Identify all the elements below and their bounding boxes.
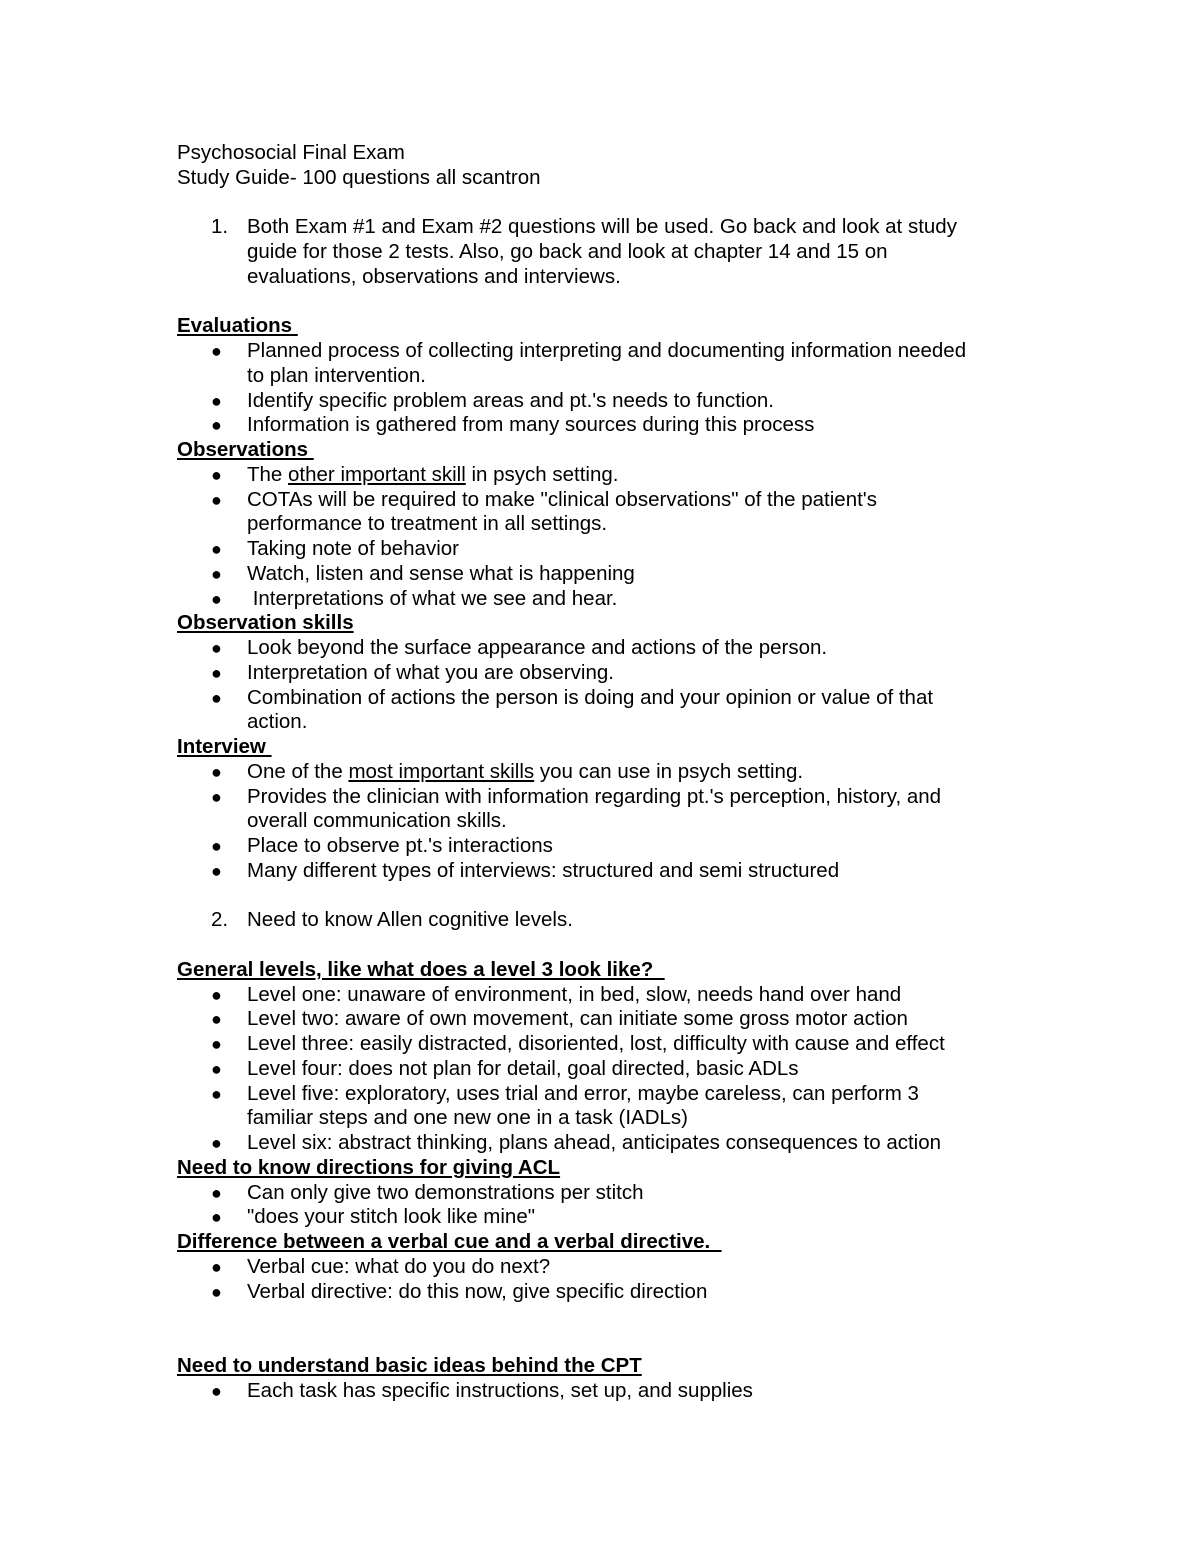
list-item [177, 1057, 1057, 1082]
bullet-icon: ● [211, 1133, 222, 1153]
list-item-text: Many different types of interviews: structured and semi structured [247, 858, 840, 882]
list-item [177, 1205, 1057, 1230]
item-number: 1. [211, 215, 229, 239]
list-item-text: performance to treatment in all settings. [247, 512, 608, 536]
spacer [177, 290, 1057, 315]
spacer [177, 1329, 1057, 1354]
list-item [177, 587, 1057, 612]
text-run: you can use in psych setting. [534, 759, 804, 783]
list-item [177, 1082, 1057, 1132]
section-heading-acl-directions: Need to know directions for giving ACL [177, 1155, 561, 1179]
bullet-icon: ● [211, 588, 222, 609]
bullet-icon: ● [211, 390, 222, 411]
list-item-text: Identify specific problem areas and pt.'s needs to function. [247, 388, 774, 412]
bullet-icon: ● [211, 761, 222, 782]
list-item-text: Verbal directive: do this now, give specific direction [247, 1279, 708, 1303]
list-item-text: familiar steps and one new one in a task (IADLs) [247, 1106, 688, 1130]
list-item-text [247, 463, 1057, 488]
bullet-icon: ● [211, 1058, 222, 1079]
list-item-text: Each task has specific instructions, set up, and supplies [247, 1378, 753, 1402]
section-heading-observation-skills: Observation skills [177, 611, 354, 635]
list-item [177, 859, 1057, 884]
item-1-line-2: guide for those 2 tests. Also, go back and look at chapter 14 and 15 on [247, 240, 888, 263]
document-subtitle: Study Guide- 100 questions all scantron [177, 165, 541, 189]
item-1-line-3: evaluations, observations and interviews. [247, 264, 621, 288]
bullet-icon: ● [211, 638, 222, 658]
list-item [177, 1181, 1057, 1206]
section-heading-interview: Interview [177, 735, 272, 758]
list-item-text: Can only give two demonstrations per stitch [247, 1180, 644, 1204]
list-item-text: Verbal cue: what do you do next? [247, 1254, 551, 1278]
section-heading-cpt: Need to understand basic ideas behind the CPT [177, 1353, 642, 1377]
list-item-text: COTAs will be required to make "clinical observations" of the patient's [247, 487, 877, 511]
bullet-icon: ● [211, 1207, 222, 1228]
section-heading-observations: Observations [177, 438, 314, 461]
list-item-text [247, 760, 1057, 785]
bullet-icon: ● [211, 836, 222, 856]
list-item-text: Look beyond the surface appearance and actions of the person. [247, 636, 828, 659]
list-item-text: "does your stitch look like mine" [247, 1205, 536, 1229]
bullet-icon: ● [211, 1256, 222, 1277]
list-item [177, 1280, 1057, 1305]
bullet-icon: ● [211, 1281, 222, 1302]
list-item-text: Watch, listen and sense what is happening [247, 561, 635, 585]
list-item [177, 1379, 1057, 1404]
list-item-text: Level six: abstract thinking, plans ahead, anticipates consequences to action [247, 1131, 942, 1154]
bullet-icon: ● [211, 341, 222, 361]
list-item-text: overall communication skills. [247, 809, 507, 833]
list-item-text: Level five: exploratory, uses trial and error, maybe careless, can perform 3 [247, 1081, 919, 1105]
list-item-text: Combination of actions the person is doing and your opinion or value of that [247, 685, 934, 709]
list-item-text: to plan intervention. [247, 363, 426, 387]
item-1-line-1: Both Exam #1 and Exam #2 questions will be used. Go back and look at study [247, 215, 957, 239]
list-item [177, 760, 1057, 785]
underlined-text: other important skill [288, 462, 466, 486]
bullet-icon: ● [211, 563, 222, 584]
bullet-icon: ● [211, 489, 222, 510]
bullet-icon: ● [211, 860, 222, 881]
numbered-item-2 [177, 908, 1057, 933]
item-2-text: Need to know Allen cognitive levels. [247, 908, 573, 932]
section-heading-evaluations: Evaluations [177, 314, 298, 338]
list-item-text: action. [247, 710, 308, 734]
text-run: One of the [247, 759, 349, 783]
bullet-icon: ● [211, 1009, 222, 1030]
list-item [177, 463, 1057, 488]
list-item-text: Taking note of behavior [247, 537, 459, 560]
bullet-icon: ● [211, 1034, 222, 1054]
bullet-icon: ● [211, 415, 222, 436]
list-item [177, 661, 1057, 686]
list-item-text: Level one: unaware of environment, in bed, slow, needs hand over hand [247, 982, 902, 1006]
spacer [177, 884, 1057, 909]
list-item [177, 785, 1057, 835]
list-item [177, 636, 1057, 661]
bullet-icon: ● [211, 662, 222, 683]
section-heading-general-levels: General levels, like what does a level 3 look like? [177, 957, 665, 981]
list-item-text: Level two: aware of own movement, can initiate some gross motor action [247, 1007, 908, 1031]
spacer [177, 191, 1057, 216]
list-item [177, 537, 1057, 562]
bullet-icon: ● [211, 687, 222, 708]
list-item [177, 1007, 1057, 1032]
document-page [177, 141, 1057, 1403]
text-run: in psych setting. [465, 462, 619, 486]
list-item [177, 1131, 1057, 1156]
spacer [177, 1304, 1057, 1329]
bullet-icon: ● [211, 1182, 222, 1203]
list-item [177, 834, 1057, 859]
text-run: The [247, 462, 289, 486]
list-item-text: Interpretations of what we see and hear. [247, 586, 618, 610]
list-item [177, 1032, 1057, 1057]
section-heading-verbal-cue-directive: Difference between a verbal cue and a verbal directive. [177, 1230, 722, 1253]
list-item-text: Interpretation of what you are observing. [247, 660, 614, 684]
bullet-icon: ● [211, 984, 222, 1005]
bullet-icon: ● [211, 539, 222, 559]
numbered-item-1 [177, 215, 1057, 289]
list-item [177, 488, 1057, 538]
list-item-text: Level three: easily distracted, disoriented, lost, difficulty with cause and effect [247, 1032, 945, 1055]
list-item-text: Planned process of collecting interpreting and documenting information needed [247, 339, 967, 362]
document-title: Psychosocial Final Exam [177, 141, 405, 164]
bullet-icon: ● [211, 786, 222, 807]
list-item-text: Place to observe pt.'s interactions [247, 834, 553, 857]
list-item-text: Provides the clinician with information regarding pt.'s perception, history, and [247, 784, 942, 808]
list-item [177, 413, 1057, 438]
list-item [177, 562, 1057, 587]
list-item-text: Information is gathered from many sources during this process [247, 413, 815, 437]
list-item [177, 686, 1057, 736]
spacer [177, 933, 1057, 958]
bullet-icon: ● [211, 1083, 222, 1104]
list-item [177, 1255, 1057, 1280]
list-item [177, 339, 1057, 389]
bullet-icon: ● [211, 1380, 222, 1401]
underlined-text: most important skills [348, 759, 535, 783]
list-item-text: Level four: does not plan for detail, goal directed, basic ADLs [247, 1056, 799, 1080]
bullet-icon: ● [211, 464, 222, 485]
list-item [177, 983, 1057, 1008]
list-item [177, 389, 1057, 414]
item-number: 2. [211, 908, 229, 932]
